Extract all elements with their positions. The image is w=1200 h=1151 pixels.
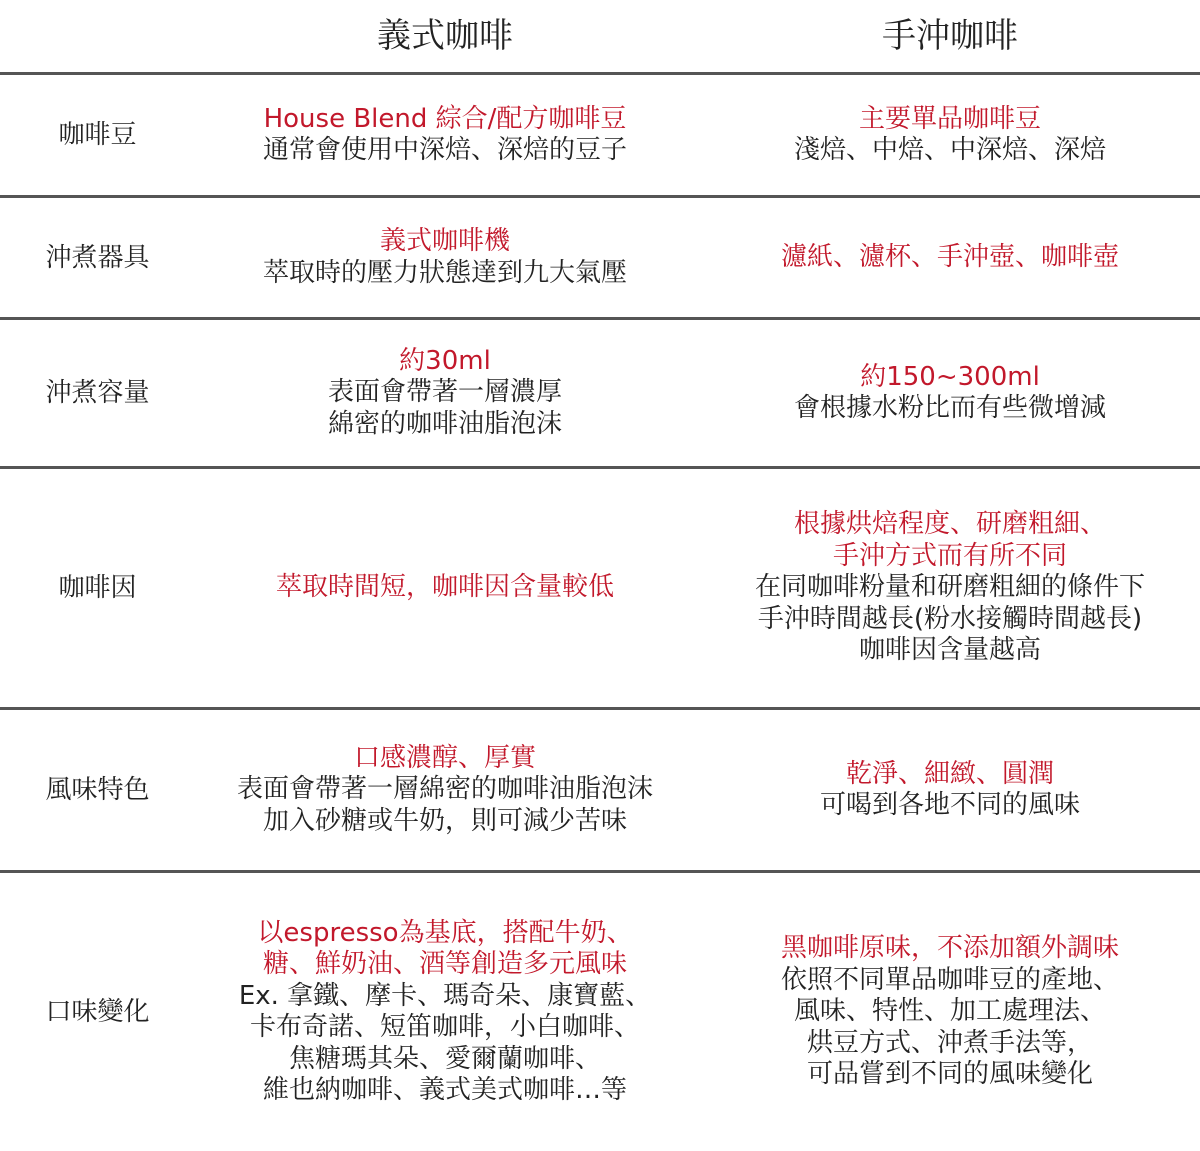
table-row xyxy=(0,75,1200,195)
table-row xyxy=(0,873,1200,1151)
description-text: 通常會使用中深焙、深焙的豆子 xyxy=(262,135,627,165)
description-text: 可品嘗到不同的風味變化 xyxy=(806,1059,1093,1090)
column-header-espresso: 義式咖啡 xyxy=(377,16,513,56)
table-row xyxy=(0,320,1200,466)
cell-espresso xyxy=(195,320,695,466)
table-row xyxy=(0,198,1200,317)
cell-pour-over xyxy=(700,198,1200,317)
highlight-text: 約30ml xyxy=(399,345,491,376)
description-text: 萃取時的壓力狀態達到九大氣壓 xyxy=(262,257,627,288)
highlight-text: 約150~300ml xyxy=(860,361,1040,392)
table-header xyxy=(0,0,1200,74)
cell-espresso xyxy=(195,873,695,1151)
highlight-text: 口感濃醇、厚實 xyxy=(353,742,536,773)
cell-pour-over xyxy=(700,75,1200,195)
row-label: 風味特色 xyxy=(45,775,150,805)
highlight-text: 糖、鮮奶油、酒等創造多元風味 xyxy=(262,949,627,979)
description-text: 綿密的咖啡油脂泡沫 xyxy=(327,408,562,439)
row-label: 咖啡因 xyxy=(58,573,137,603)
row-label: 咖啡豆 xyxy=(58,120,137,150)
description-text: 加入砂糖或牛奶，則可減少苦味 xyxy=(262,805,627,836)
description-text: 在同咖啡粉量和研磨粗細的條件下 xyxy=(754,572,1145,603)
cell-pour-over xyxy=(700,873,1200,1151)
highlight-text: 濾紙、濾杯、手沖壺、咖啡壺 xyxy=(780,241,1119,272)
description-text: 卡布奇諾、短笛咖啡，小白咖啡、 xyxy=(249,1012,640,1042)
highlight-text: 手沖方式而有所不同 xyxy=(832,540,1067,571)
description-text: 依照不同單品咖啡豆的產地、 xyxy=(780,964,1119,995)
description-text: 會根據水粉比而有些微增減 xyxy=(793,393,1106,423)
description-text: Ex. 拿鐵、摩卡、瑪奇朵、康寶藍、 xyxy=(238,980,652,1011)
highlight-text: 萃取時間短，咖啡因含量較低 xyxy=(275,572,614,603)
row-label: 沖煮容量 xyxy=(45,378,150,408)
column-header-pour-over: 手沖咖啡 xyxy=(882,16,1018,56)
cell-espresso xyxy=(195,198,695,317)
cell-espresso xyxy=(195,469,695,707)
highlight-text: 根據烘焙程度、研磨粗細、 xyxy=(793,509,1106,540)
cell-espresso xyxy=(195,75,695,195)
description-text: 表面會帶著一層綿密的咖啡油脂泡沫 xyxy=(236,774,653,805)
row-label: 沖煮器具 xyxy=(45,242,150,273)
row-label: 口味變化 xyxy=(45,997,150,1027)
description-text: 風味、特性、加工處理法、 xyxy=(793,996,1106,1027)
highlight-text: 黑咖啡原味，不添加額外調味 xyxy=(780,933,1119,964)
cell-pour-over xyxy=(700,710,1200,870)
description-text: 維也納咖啡、義式美式咖啡…等 xyxy=(262,1075,627,1105)
table-row xyxy=(0,710,1200,870)
description-text: 手沖時間越長(粉水接觸時間越長) xyxy=(757,603,1143,634)
highlight-text: 乾淨、細緻、圓潤 xyxy=(845,758,1054,789)
description-text: 表面會帶著一層濃厚 xyxy=(327,377,562,408)
description-text: 焦糖瑪其朵、愛爾蘭咖啡、 xyxy=(288,1043,601,1074)
description-text: 淺焙、中焙、中深焙、深焙 xyxy=(793,135,1106,165)
table-row xyxy=(0,469,1200,707)
highlight-text: 主要單品咖啡豆 xyxy=(858,103,1041,134)
highlight-text: 義式咖啡機 xyxy=(379,226,510,256)
cell-espresso xyxy=(195,710,695,870)
highlight-text: 以espresso為基底，搭配牛奶、 xyxy=(257,917,633,948)
description-text: 咖啡因含量越高 xyxy=(858,635,1041,666)
highlight-text: House Blend 綜合/配方咖啡豆 xyxy=(263,103,627,134)
cell-pour-over xyxy=(700,320,1200,466)
description-text: 可喝到各地不同的風味 xyxy=(819,790,1080,820)
cell-pour-over xyxy=(700,469,1200,707)
description-text: 烘豆方式、沖煮手法等， xyxy=(806,1027,1093,1058)
